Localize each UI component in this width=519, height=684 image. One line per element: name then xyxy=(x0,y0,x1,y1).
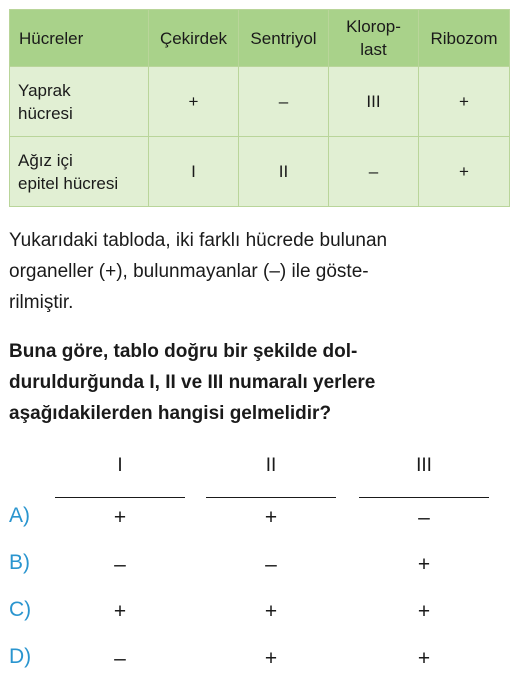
choice-letter: C) xyxy=(9,598,32,621)
choice-value: + xyxy=(113,600,127,623)
option-column-header-i: I xyxy=(117,455,123,476)
choice-value: – xyxy=(114,647,126,670)
choice-value: – xyxy=(265,553,277,576)
table-cell: + xyxy=(419,137,510,207)
table-header-row xyxy=(10,10,510,67)
header-cells: Hücreler xyxy=(10,10,149,67)
table-cell: + xyxy=(149,67,239,137)
table-cell: I xyxy=(149,137,239,207)
description-text: Yukarıdaki tabloda, iki farklı hücrede bulunan organeller (+), bulunmayanlar (–) ile göste- rilmiştir. xyxy=(9,230,388,313)
option-column-header-ii: II xyxy=(265,455,277,476)
table-cell: + xyxy=(419,67,510,137)
choice-value: – xyxy=(418,506,430,529)
choice-value: – xyxy=(114,553,126,576)
column-divider xyxy=(359,497,489,498)
choice-value: + xyxy=(113,506,127,529)
header-centriole: Sentriyol xyxy=(239,10,329,67)
choice-value: + xyxy=(417,553,431,576)
option-column-header-iii: III xyxy=(416,455,432,476)
choice-letter: B) xyxy=(9,551,30,574)
table-cell: II xyxy=(239,137,329,207)
column-divider xyxy=(55,497,185,498)
table-row xyxy=(10,67,510,137)
table-cell: – xyxy=(239,67,329,137)
organelle-table xyxy=(9,9,510,207)
choice-value: + xyxy=(417,647,431,670)
header-chloroplast: Klorop- last xyxy=(329,10,419,67)
choice-value: + xyxy=(264,600,278,623)
choice-value: + xyxy=(264,506,278,529)
choice-letter: A) xyxy=(9,504,30,527)
choice-letter: D) xyxy=(9,645,32,668)
question-text: Buna göre, tablo doğru bir şekilde dol- duruldurğunda I, II ve III numaralı yerlere aşağıdakilerden hangisi gelmelidir? xyxy=(9,341,376,424)
column-divider xyxy=(206,497,336,498)
choice-value: + xyxy=(417,600,431,623)
choice-value: + xyxy=(264,647,278,670)
row-label-leaf-cell: Yaprak hücresi xyxy=(10,67,149,137)
table-row xyxy=(10,137,510,207)
header-ribosome: Ribozom xyxy=(419,10,510,67)
row-label-epithelial-cell: Ağız içi epitel hücresi xyxy=(10,137,149,207)
table-cell: – xyxy=(329,137,419,207)
table-cell: III xyxy=(329,67,419,137)
header-nucleus: Çekirdek xyxy=(149,10,239,67)
